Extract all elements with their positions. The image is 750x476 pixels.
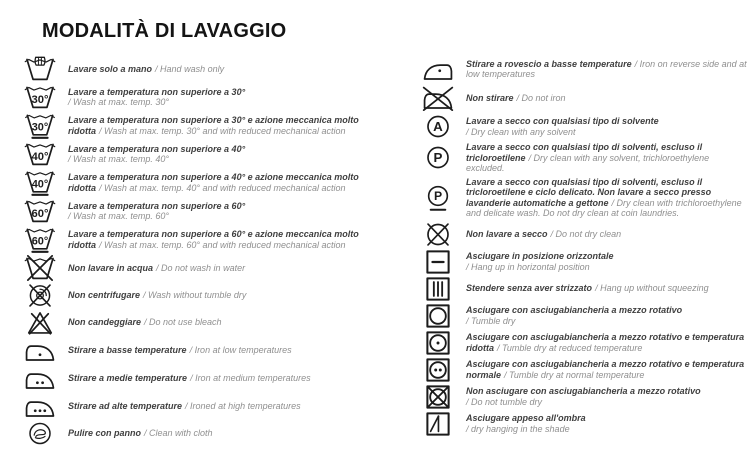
care-symbol-columns (22, 56, 750, 448)
care-instruction-row (420, 56, 750, 82)
instruction-italian: Stendere senza aver strizzato (466, 283, 593, 294)
instruction-text (456, 251, 750, 272)
instruction-italian: Non candeggiare (68, 317, 142, 328)
care-instruction-row (420, 114, 750, 139)
instruction-text (58, 263, 368, 274)
instruction-text (456, 305, 750, 326)
svg-text:P: P (433, 150, 443, 166)
instruction-italian: Asciugare con asciugabiancheria a mezzo rotativo e temperatura normale (466, 359, 745, 380)
instruction-italian: Lavare a secco con qualsiasi tipo di solventi, escluso il tricloroetilene e ciclo delicato. Non lavare a secco presso lavanderie automatiche a gettone (466, 176, 712, 208)
instruction-english: / Wash without tumble dry (143, 290, 247, 301)
instruction-text (456, 229, 750, 240)
instruction-text (456, 413, 750, 434)
instruction-text (58, 64, 368, 75)
care-instruction-row (22, 84, 368, 110)
instruction-text (58, 172, 368, 193)
care-instruction-row (22, 310, 368, 335)
instruction-english: / Do not tumble dry (466, 396, 543, 407)
dryclean-P-delicate-icon (420, 185, 456, 211)
instruction-italian: Lavare solo a mano (68, 63, 153, 74)
instruction-english: / Tumble dry (466, 315, 516, 326)
care-instruction-row (420, 304, 750, 328)
care-instruction-row (22, 421, 368, 446)
instruction-italian: Lavare a temperatura non superiore a 60° (68, 200, 246, 211)
iron-reverse-icon (420, 56, 456, 82)
dry-in-shade-icon (420, 412, 456, 436)
drip-dry-icon (420, 277, 456, 301)
care-instruction-row (420, 85, 750, 111)
instruction-english: / Wash at max. temp. 60° and with reduced mechanical action (99, 239, 346, 250)
do-not-dryclean-icon (420, 222, 456, 247)
care-instruction-row (420, 412, 750, 436)
left-column (22, 56, 368, 448)
instruction-english: / Ironed at high temperatures (185, 400, 301, 411)
instruction-text (58, 115, 368, 136)
instruction-text (456, 283, 750, 294)
care-instruction-row (22, 255, 368, 281)
wash-40-reduced-icon (22, 169, 58, 196)
instruction-english: / Dry clean with trichloroethylene and delicate wash. Do not dry clean at coin laundries. (466, 197, 742, 218)
tumble-dry-icon (420, 304, 456, 328)
instruction-english: / Do not use bleach (144, 317, 222, 328)
instruction-english: / Wash at max. temp. 40° and with reduced mechanical action (99, 182, 346, 193)
care-instruction-row (22, 198, 368, 224)
instruction-italian: Lavare a temperatura non superiore a 30° e azione meccanica molto ridotta (68, 115, 359, 136)
instruction-italian: Non stirare (466, 92, 514, 103)
instruction-italian: Non lavare a secco (466, 228, 548, 239)
instruction-text (456, 359, 750, 380)
care-instruction-row (22, 365, 368, 391)
instruction-text (456, 177, 750, 219)
care-instruction-row (22, 169, 368, 196)
instruction-text (58, 229, 368, 250)
instruction-english: / Do not dry clean (550, 228, 622, 239)
instruction-english: / Wash at max. temp. 60° (68, 211, 169, 221)
instruction-text (58, 373, 368, 384)
instruction-text (58, 201, 368, 222)
instruction-italian: Pulire con panno (68, 428, 142, 439)
instruction-english: / Do not iron (516, 92, 566, 103)
instruction-english: / dry hanging in the shade (466, 423, 570, 434)
instruction-english: / Iron at medium temperatures (190, 372, 311, 383)
instruction-italian: Stirare a rovescio a basse temperature (466, 58, 632, 69)
instruction-text (58, 317, 368, 328)
care-instruction-row (420, 142, 750, 174)
instruction-english: / Wash at max. temp. 30° and with reduced mechanical action (99, 125, 346, 136)
instruction-english: / Dry clean with any solvent, trichloroethylene excluded. (466, 152, 710, 173)
instruction-text (456, 116, 750, 137)
instruction-text (456, 59, 750, 80)
instruction-english: / Tumble dry at reduced temperature (497, 342, 643, 353)
do-not-wash-icon (22, 255, 58, 281)
care-instruction-row (420, 358, 750, 382)
care-instruction-row (22, 337, 368, 363)
dryclean-P-icon (420, 145, 456, 170)
care-instruction-row (22, 226, 368, 253)
instruction-italian: Stirare a medie temperature (68, 372, 188, 383)
care-instruction-row (420, 222, 750, 247)
instruction-italian: Asciugare in posizione orizzontale (466, 251, 614, 261)
instruction-text (456, 93, 750, 104)
care-instruction-row (420, 250, 750, 274)
instruction-english: / Wash at max. temp. 30° (68, 97, 169, 107)
instruction-italian: Lavare a secco con qualsiasi tipo di solventi, escluso il tricloroetilene (466, 142, 703, 163)
instruction-italian: Non centrifugare (68, 290, 141, 301)
wash-60-icon (22, 198, 58, 224)
iron-low-icon (22, 337, 58, 363)
care-instruction-row (22, 393, 368, 419)
instruction-italian: Non asciugare con asciugabiancheria a mezzo rotativo (466, 386, 701, 396)
instruction-text (58, 87, 368, 108)
instruction-italian: Asciugare appeso all'ombra (466, 413, 586, 423)
do-not-iron-icon (420, 85, 456, 111)
svg-text:40°: 40° (31, 178, 49, 191)
instruction-italian: Asciugare con asciugabiancheria a mezzo rotativo (466, 305, 683, 315)
instruction-english: / Hang up without squeezing (595, 283, 709, 294)
svg-text:60°: 60° (31, 208, 49, 221)
clean-with-cloth-icon (22, 421, 58, 446)
right-column (420, 56, 750, 448)
care-instruction-row (22, 56, 368, 82)
instruction-text (58, 428, 368, 439)
svg-text:30°: 30° (31, 94, 49, 107)
instruction-english: / Wash at max. temp. 40° (68, 154, 169, 164)
wash-60-reduced-icon (22, 226, 58, 253)
svg-text:40°: 40° (31, 151, 49, 164)
care-instruction-row (22, 112, 368, 139)
instruction-english: / Iron at low temperatures (189, 344, 292, 355)
instruction-text (58, 290, 368, 301)
svg-text:60°: 60° (31, 235, 49, 248)
do-not-spin-icon (22, 283, 58, 308)
instruction-english: / Dry clean with any solvent (466, 126, 576, 137)
instruction-text (58, 144, 368, 165)
do-not-tumble-dry-icon (420, 385, 456, 409)
instruction-italian: Lavare a secco con qualsiasi tipo di solvente (466, 116, 659, 126)
instruction-english: / Clean with cloth (144, 428, 213, 439)
instruction-english: / Tumble dry at normal temperature (504, 369, 645, 380)
handwash-tub-icon (22, 56, 58, 82)
iron-medium-icon (22, 365, 58, 391)
care-instruction-row (22, 141, 368, 167)
instruction-italian: Stirare a basse temperature (68, 344, 187, 355)
instruction-text (58, 345, 368, 356)
svg-text:P: P (433, 188, 443, 203)
instruction-italian: Lavare a temperatura non superiore a 40° e azione meccanica molto ridotta (68, 172, 359, 193)
instruction-english: / Hang up in horizontal position (466, 261, 590, 272)
dryclean-A-icon (420, 114, 456, 139)
care-instruction-row (420, 331, 750, 355)
tumble-dry-normal-icon (420, 358, 456, 382)
care-instruction-row (420, 277, 750, 301)
svg-text:30°: 30° (31, 121, 49, 134)
dry-flat-icon (420, 250, 456, 274)
instruction-english: / Hand wash only (155, 63, 225, 74)
instruction-italian: Non lavare in acqua (68, 262, 154, 273)
care-instruction-row (420, 177, 750, 219)
instruction-text (58, 401, 368, 412)
instruction-italian: Stirare ad alte temperature (68, 400, 183, 411)
instruction-italian: Asciugare con asciugabiancheria a mezzo rotativo e temperatura ridotta (466, 332, 745, 353)
care-instruction-row (420, 385, 750, 409)
instruction-italian: Lavare a temperatura non superiore a 60° e azione meccanica molto ridotta (68, 229, 359, 250)
do-not-bleach-icon (22, 310, 58, 335)
wash-30-reduced-icon (22, 112, 58, 139)
instruction-italian: Lavare a temperatura non superiore a 30° (68, 86, 246, 97)
instruction-text (456, 142, 750, 174)
page-title: MODALITÀ DI LAVAGGIO (42, 20, 287, 43)
instruction-italian: Lavare a temperatura non superiore a 40° (68, 143, 246, 154)
wash-30-icon (22, 84, 58, 110)
instruction-english: / Do not wash in water (156, 262, 246, 273)
care-instruction-row (22, 283, 368, 308)
svg-text:A: A (433, 119, 443, 135)
instruction-text (456, 386, 750, 407)
iron-high-icon (22, 393, 58, 419)
instruction-english: / Iron on reverse side and at low temperatures (466, 58, 747, 79)
instruction-text (456, 332, 750, 353)
tumble-dry-low-icon (420, 331, 456, 355)
wash-40-icon (22, 141, 58, 167)
